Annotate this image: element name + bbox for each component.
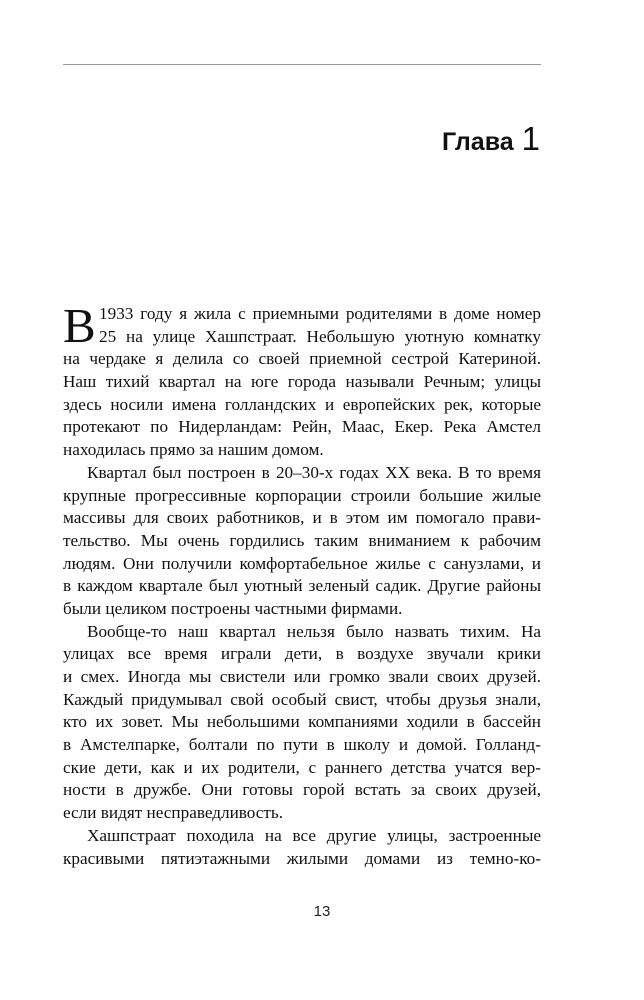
chapter-heading — [442, 120, 540, 158]
drop-cap: В — [63, 298, 96, 353]
text-line: Наш тихий квартал на юге города называли Речным; улицы — [63, 372, 541, 392]
text-line: тельство. Мы очень гордились таким вниманием к рабочим — [63, 530, 541, 550]
text-line: если видят несправедливость. — [63, 803, 284, 823]
text-line: в каждом квартале был уютный зеленый садик. Другие районы — [63, 576, 541, 596]
text-line: были целиком построены частными фирмами. — [63, 598, 403, 618]
chapter-number: 1 — [521, 120, 540, 157]
text-line: и смех. Иногда мы свистели или громко звали своих друзей. — [63, 667, 541, 686]
text-line: здесь носили имена голландских и европейских рек, которые — [63, 394, 541, 414]
chapter-word: Глава — [441, 128, 514, 156]
text-line: в Амстелпарке, болтали по пути в школу и домой. Голланд- — [63, 735, 541, 755]
text-line: 1933 году я жила с приемными родителями в доме номер — [99, 304, 541, 323]
text-line: людям. Они получили комфортабельное жилье с санузлами, и — [63, 553, 541, 573]
text-line: ские дети, как и их родители, с раннего детства учатся вер- — [63, 757, 541, 777]
text-line: ности в дружбе. Они готовы горой встать за своих друзей, — [63, 780, 541, 800]
text-line: красивыми пятиэтажными жилыми домами из темно-ко- — [63, 848, 541, 868]
text-line: кто их зовет. Мы небольшими компаниями ходили в бассейн — [63, 712, 541, 732]
text-line: Квартал был построен в 20–30-х годах XX века. В то время — [87, 462, 541, 482]
text-line: протекают по Нидерландам: Рейн, Маас, Екер. Река Амстел — [63, 417, 541, 437]
text-line: на чердаке я делила со своей приемной сестрой Катериной. — [63, 349, 541, 369]
text-line: массивы для своих работников, и в этом им помогало прави- — [63, 508, 541, 528]
page-number: 13 — [313, 903, 331, 920]
body-text — [63, 298, 541, 870]
text-line: находилась прямо за нашим домом. — [63, 440, 324, 460]
text-line: крупные прогрессивные корпорации строили большие жилые — [63, 485, 541, 505]
text-line: Хашпстраат походила на все другие улицы, застроенные — [87, 825, 541, 845]
text-line: Вообще-то наш квартал нельзя было назвать тихим. На — [87, 621, 541, 641]
header-rule — [63, 64, 541, 65]
text-line: улицах все время играли дети, в воздухе звучали крики — [63, 644, 541, 664]
text-line: 25 на улице Хашпстраат. Небольшую уютную комнатку — [99, 326, 541, 346]
text-line: Каждый придумывал свой особый свист, чтобы друзья знали, — [63, 689, 541, 709]
